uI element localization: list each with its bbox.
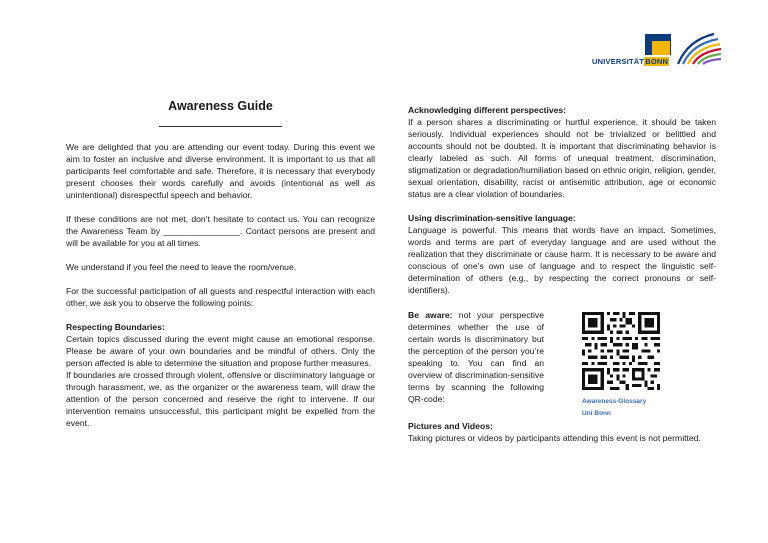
leave-paragraph: We understand if you feel the need to leave the room/venue. xyxy=(66,262,297,272)
boundaries-paragraph-2: If boundaries are crossed through violent, offensive or discriminatory language or through harassment, we, as the organizer or the awareness team, will draw the attention of the person concerned and reserve the right to intervene. If our intervention remains unsuccessful, this participant might be expelled from the event. xyxy=(66,370,375,428)
qr-caption-2: Uni Bonn xyxy=(582,410,611,417)
language-heading: Using discrimination-sensitive language: xyxy=(408,213,576,223)
logo-text-main: UNIVERSITÄT xyxy=(592,57,645,66)
qr-code-block xyxy=(582,312,662,419)
university-logo xyxy=(592,30,722,68)
qr-code-icon[interactable] xyxy=(582,312,660,390)
left-column xyxy=(66,100,375,441)
intro-paragraph: We are delighted that you are attending our event today. During this event we aim to foster an inclusive and diverse environment. It is important to us that all participants feel comfortable and safe. Therefore, it is necessary that everybody present chooses their words carefully and avoids (intentional as well as unintentional) disrespectful speech and behavior. xyxy=(66,142,375,200)
boundaries-paragraph-1: Certain topics discussed during the event might cause an emotional response. Please be aware of your own boundaries and be mindful of others. Only the person affected is able to determine the situation and propose further measures. xyxy=(66,334,375,368)
language-paragraph: Language is powerful. This means that words have an impact. Sometimes, words and terms are part of everyday language and are used without the realization that they discriminate or cause harm. It is necessary to be aware and conscious of one’s own use of language and to respect the linguistic self-determination of others (e.g., by respecting the correct pronouns or self-identifiers). xyxy=(408,225,716,295)
be-aware-text: not your perspective determines whether the use of certain words is discriminatory but the perception of the person you’re speaking to. You can find an overview of discrimination-sensitive terms by scanning the following QR-code: xyxy=(408,310,544,404)
logo-yellow-block xyxy=(652,41,670,55)
pictures-heading: Pictures and Videos: xyxy=(408,421,493,431)
pictures-paragraph: Taking pictures or videos by participants attending this event is not permitted. xyxy=(408,433,701,443)
logo-text-bonn: BONN xyxy=(645,57,669,66)
page-title: Awareness Guide xyxy=(168,99,273,113)
title-underline xyxy=(159,126,282,127)
guidelines-intro-paragraph: For the successful participation of all guests and respectful interaction with each other, we ask you to observe the following points: xyxy=(66,286,375,308)
right-column xyxy=(408,104,716,308)
logo-text xyxy=(592,57,669,66)
boundaries-heading: Respecting Boundaries: xyxy=(66,322,165,332)
pictures-section xyxy=(408,420,716,456)
be-aware-label: Be aware: xyxy=(408,310,453,320)
be-aware-paragraph xyxy=(408,309,544,405)
logo-arcs-icon xyxy=(674,30,722,66)
perspectives-heading: Acknowledging different perspectives: xyxy=(408,105,567,115)
perspectives-paragraph: If a person shares a discriminating or hurtful experience, it should be taken seriously. Individual experiences should not be trivialized or belittled and accounts should not be doubted. It is important that discriminating behavior is clearly labeled as such. All forms of unequal treatment, discrimination, stigmatization or degradation/humiliation based on ethnic origin, religion, gender, sexual orientation, disability, racist or antisemitic attribution, age or economic status are a clear violation of boundaries. xyxy=(408,117,716,199)
contact-paragraph: If these conditions are not met, don’t hesitate to contact us. You can recognize the Awareness Team by ________________. Contact persons are present and will be available for you at all times. xyxy=(66,214,375,248)
qr-caption-1: Awareness-Glossary xyxy=(582,398,647,405)
